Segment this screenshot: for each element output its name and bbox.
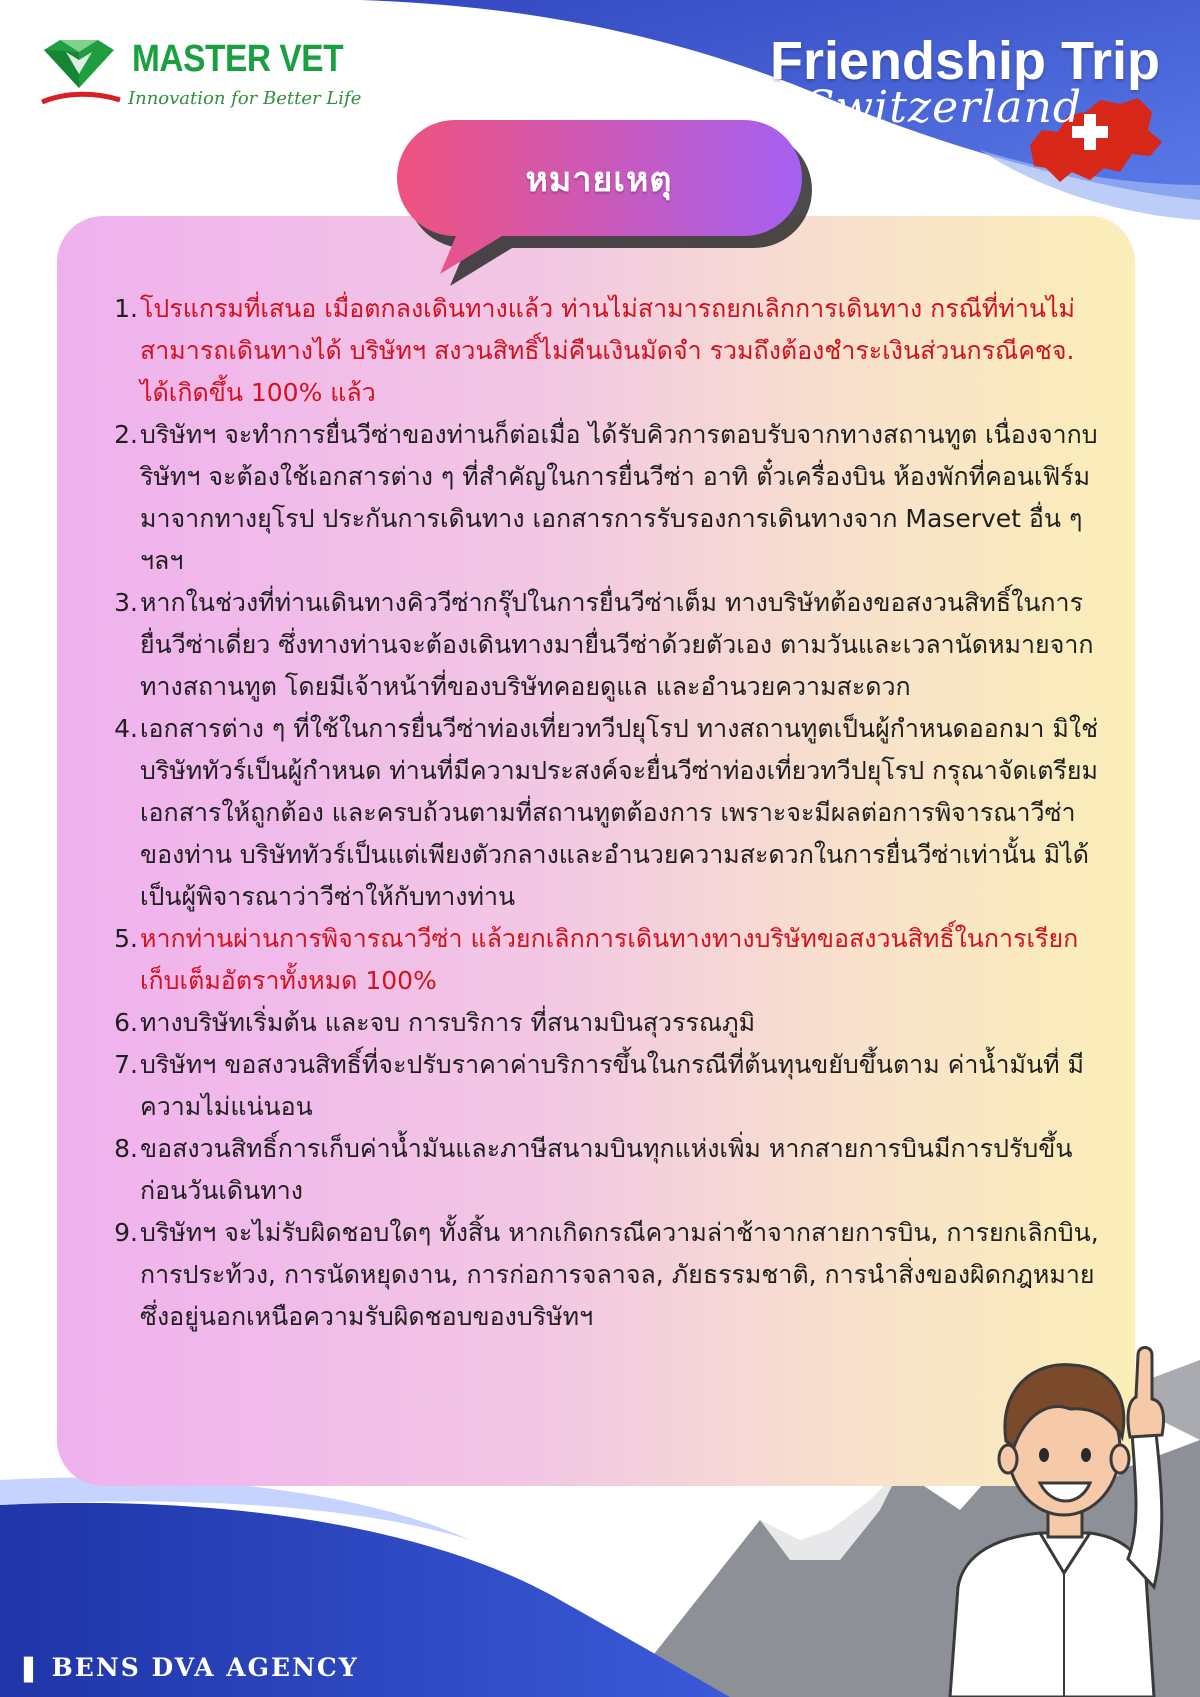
note-item: [110, 582, 1110, 708]
note-number: 6.: [114, 1008, 138, 1037]
trip-title: Friendship Trip: [769, 31, 1160, 91]
note-item: [110, 1128, 1110, 1212]
note-text: ขอสงวนสิทธิ์การเก็บค่าน้ำมันและภาษีสนามบินทุกแห่งเพิ่ม หากสายการบินมีการปรับขึ้นก่อนวันเดินทาง: [140, 1134, 1073, 1205]
agency-name: [18, 1653, 359, 1682]
note-text: บริษัทฯ จะไม่รับผิดชอบใดๆ ทั้งสิ้น หากเกิดกรณีความล่าช้าจากสายการบิน, การยกเลิกบิน, การประท้วง, การนัดหยุดงาน, การก่อการจลาจล, ภัยธรรมชาติ, การนำสิ่งของผิดกฎหมาย ซึ่งอยู่นอกเหนือความรับผิดชอบของบริษัทฯ: [140, 1218, 1099, 1331]
note-number: 3.: [114, 588, 138, 617]
heading-bubble: [394, 118, 814, 288]
note-item: [110, 1212, 1110, 1338]
note-text: โปรแกรมที่เสนอ เมื่อตกลงเดินทางแล้ว ท่านไม่สามารถยกเลิกการเดินทาง กรณีที่ท่านไม่สามารถเดินทางได้ บริษัทฯ สงวนสิทธิ์ไม่คืนเงินมัดจำ รวมถึงต้องชำระเงินส่วนกรณีคชจ. ได้เกิดขึ้น 100% แล้ว: [140, 294, 1076, 407]
brand-name: MASTER VET: [132, 38, 344, 80]
note-item: [110, 414, 1110, 582]
heading-title: หมายเหตุ: [525, 160, 673, 200]
note-number: 9.: [114, 1218, 138, 1247]
note-number: 7.: [114, 1050, 138, 1079]
brand-tagline: Innovation for Better Life: [128, 88, 362, 109]
presenter-illustration: [940, 1337, 1190, 1697]
note-number: 2.: [114, 420, 138, 449]
note-number: 8.: [114, 1134, 138, 1163]
note-text: บริษัทฯ จะทำการยื่นวีซ่าของท่านก็ต่อเมื่อ ได้รับคิวการตอบรับจากทางสถานทูต เนื่องจากบริษัทฯ จะต้องใช้เอกสารต่าง ๆ ที่สำคัญในการยื่นวีซ่า อาทิ ตั๋วเครื่องบิน ห้องพักที่คอนเฟิร์ม มาจากทางยุโรป ประกันการเดินทาง เอกสารการรับรองการเดินทางจาก Maservet อื่น ๆ ฯลฯ: [140, 420, 1098, 575]
agency-label: BENS DVA AGENCY: [51, 1653, 359, 1682]
note-item: [110, 1044, 1110, 1128]
note-number: 5.: [114, 924, 138, 953]
note-text: หากในช่วงที่ท่านเดินทางคิววีซ่ากรุ๊ปในการยื่นวีซ่าเต็ม ทางบริษัทต้องขอสงวนสิทธิ์ในการยื่นวีซ่าเดี่ยว ซึ่งทางท่านจะต้องเดินทางมายื่นวีซ่าด้วยตัวเอง ตามวันและเวลานัดหมายจากทางสถานทูต โดยมีเจ้าหน้าที่ของบริษัทคอยดูแล และอำนวยความสะดวก: [140, 588, 1094, 701]
agency-icon: ❚: [18, 1653, 41, 1682]
note-item: [110, 708, 1110, 918]
master-vet-logo: [36, 38, 362, 118]
note-text: ทางบริษัทเริ่มต้น และจบ การบริการ ที่สนามบินสุวรรณภูมิ: [140, 1008, 756, 1037]
note-number: 1.: [114, 294, 138, 323]
trip-subtitle: Switzerland: [804, 82, 1082, 133]
note-item: [110, 1002, 1110, 1044]
diamond-logo-icon: [36, 38, 122, 110]
note-item: [110, 288, 1110, 414]
notes-list: [110, 288, 1110, 1338]
note-text: บริษัทฯ ขอสงวนสิทธิ์ที่จะปรับราคาค่าบริการขึ้นในกรณีที่ต้นทุนขยับขึ้นตาม ค่าน้ำมันที่ มีความไม่แน่นอน: [140, 1050, 1085, 1121]
note-number: 4.: [114, 714, 138, 743]
note-item: [110, 918, 1110, 1002]
note-text: เอกสารต่าง ๆ ที่ใช้ในการยื่นวีซ่าท่องเที่ยวทวีปยุโรป ทางสถานทูตเป็นผู้กำหนดออกมา มิใช่บริษัททัวร์เป็นผู้กำหนด ท่านที่มีความประสงค์จะยื่นวีซ่าท่องเที่ยวทวีปยุโรป กรุณาจัดเตรียมเอกสารให้ถูกต้อง และครบถ้วนตามที่สถานทูตต้องการ เพราะจะมีผลต่อการพิจารณาวีซ่าของท่าน บริษัททัวร์เป็นแต่เพียงตัวกลางและอำนวยความสะดวกในการยื่นวีซ่าเท่านั้น มิได้เป็นผู้พิจารณาว่าวีซ่าให้กับทางท่าน: [140, 714, 1099, 911]
note-text: หากท่านผ่านการพิจารณาวีซ่า แล้วยกเลิกการเดินทางทางบริษัทขอสงวนสิทธิ์ในการเรียกเก็บเต็มอัตราทั้งหมด 100%: [140, 924, 1079, 995]
